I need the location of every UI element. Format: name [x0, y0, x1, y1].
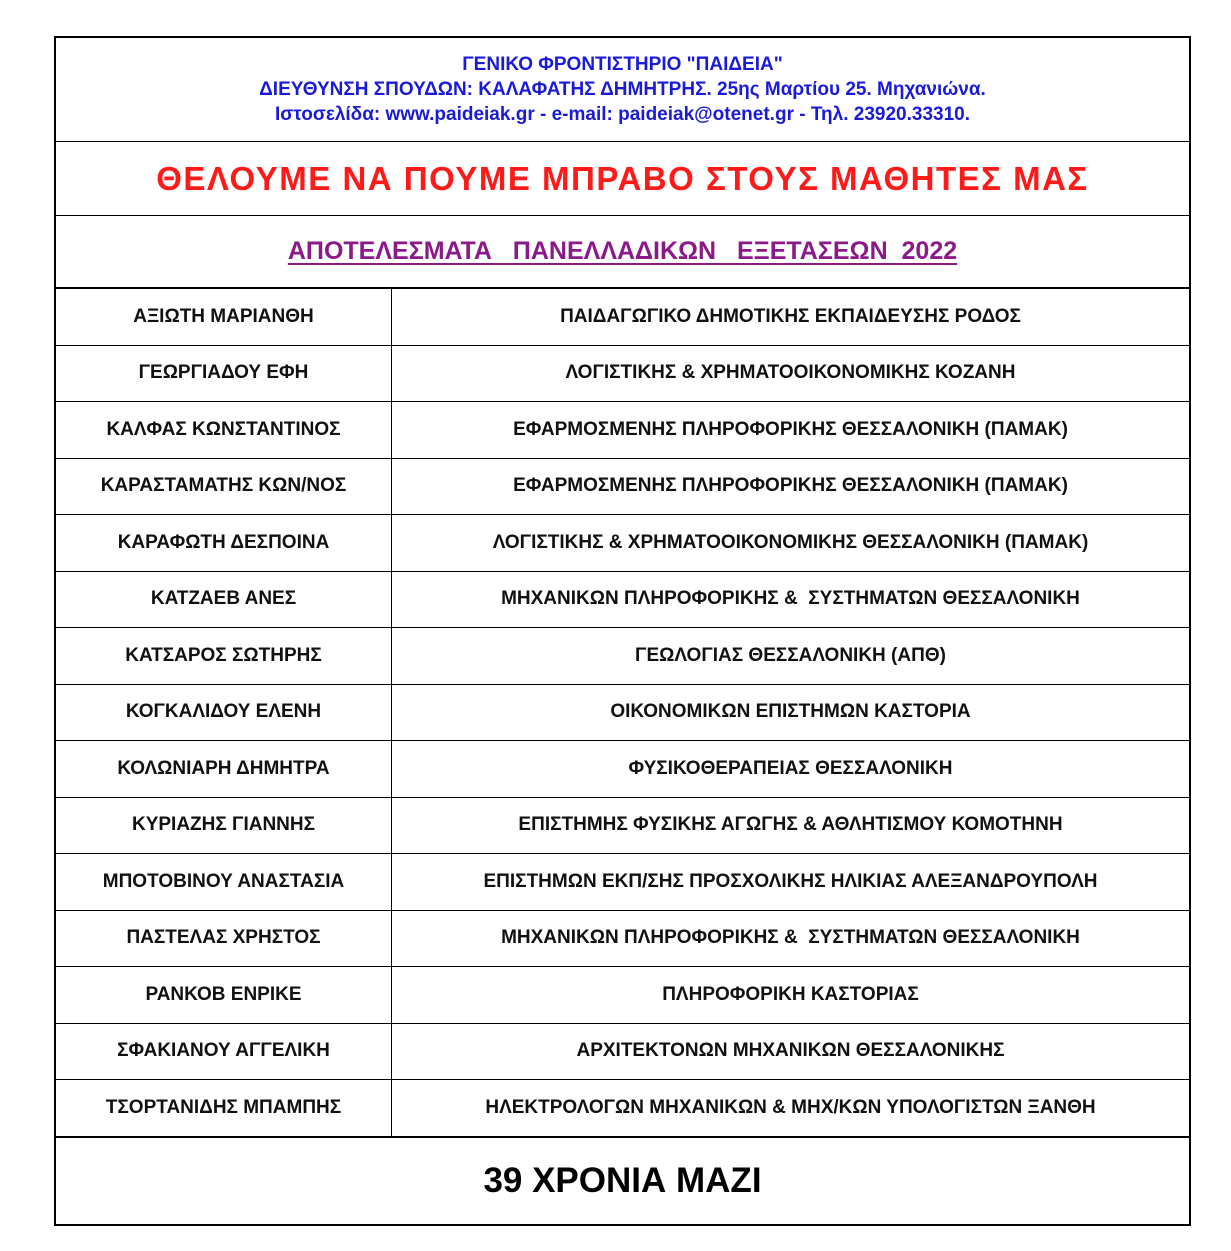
- admitted-department: ΓΕΩΛΟΓΙΑΣ ΘΕΣΣΑΛΟΝΙΚΗ (ΑΠΘ): [392, 628, 1190, 685]
- student-name: ΚΑΡΑΣΤΑΜΑΤΗΣ ΚΩΝ/ΝΟΣ: [56, 458, 392, 515]
- admitted-department: ΗΛΕΚΤΡΟΛΟΓΩΝ ΜΗΧΑΝΙΚΩΝ & ΜΗΧ/ΚΩΝ ΥΠΟΛΟΓΙΣΤΩΝ ΞΑΝΘΗ: [392, 1080, 1190, 1137]
- table-row: [56, 910, 1189, 967]
- table-row: [56, 797, 1189, 854]
- table-row: [56, 1080, 1189, 1137]
- admitted-department: ΕΦΑΡΜΟΣΜΕΝΗΣ ΠΛΗΡΟΦΟΡΙΚΗΣ ΘΕΣΣΑΛΟΝΙΚΗ (ΠΑΜΑΚ): [392, 458, 1190, 515]
- student-name: ΚΑΛΦΑΣ ΚΩΝΣΤΑΝΤΙΝΟΣ: [56, 402, 392, 459]
- table-row: [56, 571, 1189, 628]
- school-name: ΓΕΝΙΚΟ ΦΡΟΝΤΙΣΤΗΡΙΟ "ΠΑΙΔΕΙΑ": [462, 54, 783, 75]
- admitted-department: ΛΟΓΙΣΤΙΚΗΣ & ΧΡΗΜΑΤΟΟΙΚΟΝΟΜΙΚΗΣ ΘΕΣΣΑΛΟΝΙΚΗ (ΠΑΜΑΚ): [392, 515, 1190, 572]
- student-name: ΣΦΑΚΙΑΝΟΥ ΑΓΓΕΛΙΚΗ: [56, 1023, 392, 1080]
- student-name: ΚΑΤΣΑΡΟΣ ΣΩΤΗΡΗΣ: [56, 628, 392, 685]
- table-row: [56, 967, 1189, 1024]
- table-row: [56, 854, 1189, 911]
- table-row: [56, 628, 1189, 685]
- table-row: [56, 345, 1189, 402]
- admitted-department: ΦΥΣΙΚΟΘΕΡΑΠΕΙΑΣ ΘΕΣΣΑΛΟΝΙΚΗ: [392, 741, 1190, 798]
- footer-slogan: 39 ΧΡΟΝΙΑ ΜΑΖΙ: [483, 1160, 762, 1200]
- table-row: [56, 684, 1189, 741]
- admitted-department: ΠΛΗΡΟΦΟΡΙΚΗ ΚΑΣΤΟΡΙΑΣ: [392, 967, 1190, 1024]
- admitted-department: ΠΑΙΔΑΓΩΓΙΚΟ ΔΗΜΟΤΙΚΗΣ ΕΚΠΑΙΔΕΥΣΗΣ ΡΟΔΟΣ: [392, 289, 1190, 345]
- student-name: ΚΥΡΙΑΖΗΣ ΓΙΑΝΝΗΣ: [56, 797, 392, 854]
- admitted-department: ΕΠΙΣΤΗΜΩΝ ΕΚΠ/ΣΗΣ ΠΡΟΣΧΟΛΙΚΗΣ ΗΛΙΚΙΑΣ ΑΛΕΞΑΝΔΡΟΥΠΟΛΗ: [392, 854, 1190, 911]
- student-name: ΚΟΓΚΑΛΙΔΟΥ ΕΛΕΝΗ: [56, 684, 392, 741]
- school-contact: Ιστοσελίδα: www.paideiak.gr - e-mail: paideiak@otenet.gr - Τηλ. 23920.33310.: [274, 104, 970, 125]
- student-name: ΚΑΡΑΦΩΤΗ ΔΕΣΠΟΙΝΑ: [56, 515, 392, 572]
- results-title: ΑΠΟΤΕΛΕΣΜΑΤΑ ΠΑΝΕΛΛΑΔΙΚΩΝ ΕΞΕΤΑΣΕΩΝ 2022: [287, 237, 958, 265]
- student-name: ΡΑΝΚΟΒ ΕΝΡΙΚΕ: [56, 967, 392, 1024]
- student-name: ΑΞΙΩΤΗ ΜΑΡΙΑΝΘΗ: [56, 289, 392, 345]
- admitted-department: ΑΡΧΙΤΕΚΤΟΝΩΝ ΜΗΧΑΝΙΚΩΝ ΘΕΣΣΑΛΟΝΙΚΗΣ: [392, 1023, 1190, 1080]
- admitted-department: ΜΗΧΑΝΙΚΩΝ ΠΛΗΡΟΦΟΡΙΚΗΣ & ΣΥΣΤΗΜΑΤΩΝ ΘΕΣΣΑΛΟΝΙΚΗ: [392, 571, 1190, 628]
- table-row: [56, 402, 1189, 459]
- results-title-row: [56, 216, 1189, 289]
- student-name: ΠΑΣΤΕΛΑΣ ΧΡΗΣΤΟΣ: [56, 910, 392, 967]
- student-name: ΜΠΟΤΟΒΙΝΟΥ ΑΝΑΣΤΑΣΙΑ: [56, 854, 392, 911]
- admitted-department: ΜΗΧΑΝΙΚΩΝ ΠΛΗΡΟΦΟΡΙΚΗΣ & ΣΥΣΤΗΜΑΤΩΝ ΘΕΣΣΑΛΟΝΙΚΗ: [392, 910, 1190, 967]
- school-header: [56, 38, 1189, 142]
- admitted-department: ΛΟΓΙΣΤΙΚΗΣ & ΧΡΗΜΑΤΟΟΙΚΟΝΟΜΙΚΗΣ ΚΟΖΑΝΗ: [392, 345, 1190, 402]
- table-row: [56, 458, 1189, 515]
- student-name: ΓΕΩΡΓΙΑΔΟΥ ΕΦΗ: [56, 345, 392, 402]
- results-table: [56, 289, 1189, 1138]
- student-name: ΚΑΤΖΑΕΒ ΑΝΕΣ: [56, 571, 392, 628]
- results-document: [54, 36, 1191, 1226]
- congratulations-banner: ΘΕΛΟΥΜΕ ΝΑ ΠΟΥΜΕ ΜΠΡΑΒΟ ΣΤΟΥΣ ΜΑΘΗΤΕΣ ΜΑΣ: [56, 142, 1189, 216]
- table-row: [56, 741, 1189, 798]
- table-row: [56, 289, 1189, 345]
- admitted-department: ΕΦΑΡΜΟΣΜΕΝΗΣ ΠΛΗΡΟΦΟΡΙΚΗΣ ΘΕΣΣΑΛΟΝΙΚΗ (ΠΑΜΑΚ): [392, 402, 1190, 459]
- table-row: [56, 1023, 1189, 1080]
- school-address: ΔΙΕΥΘΥΝΣΗ ΣΠΟΥΔΩΝ: ΚΑΛΑΦΑΤΗΣ ΔΗΜΗΤΡΗΣ. 25ης Μαρτίου 25. Μηχανιώνα.: [259, 79, 986, 100]
- student-name: ΤΣΟΡΤΑΝΙΔΗΣ ΜΠΑΜΠΗΣ: [56, 1080, 392, 1137]
- student-name: ΚΟΛΩΝΙΑΡΗ ΔΗΜΗΤΡΑ: [56, 741, 392, 798]
- table-row: [56, 515, 1189, 572]
- admitted-department: ΕΠΙΣΤΗΜΗΣ ΦΥΣΙΚΗΣ ΑΓΩΓΗΣ & ΑΘΛΗΤΙΣΜΟΥ ΚΟΜΟΤΗΝΗ: [392, 797, 1190, 854]
- admitted-department: ΟΙΚΟΝΟΜΙΚΩΝ ΕΠΙΣΤΗΜΩΝ ΚΑΣΤΟΡΙΑ: [392, 684, 1190, 741]
